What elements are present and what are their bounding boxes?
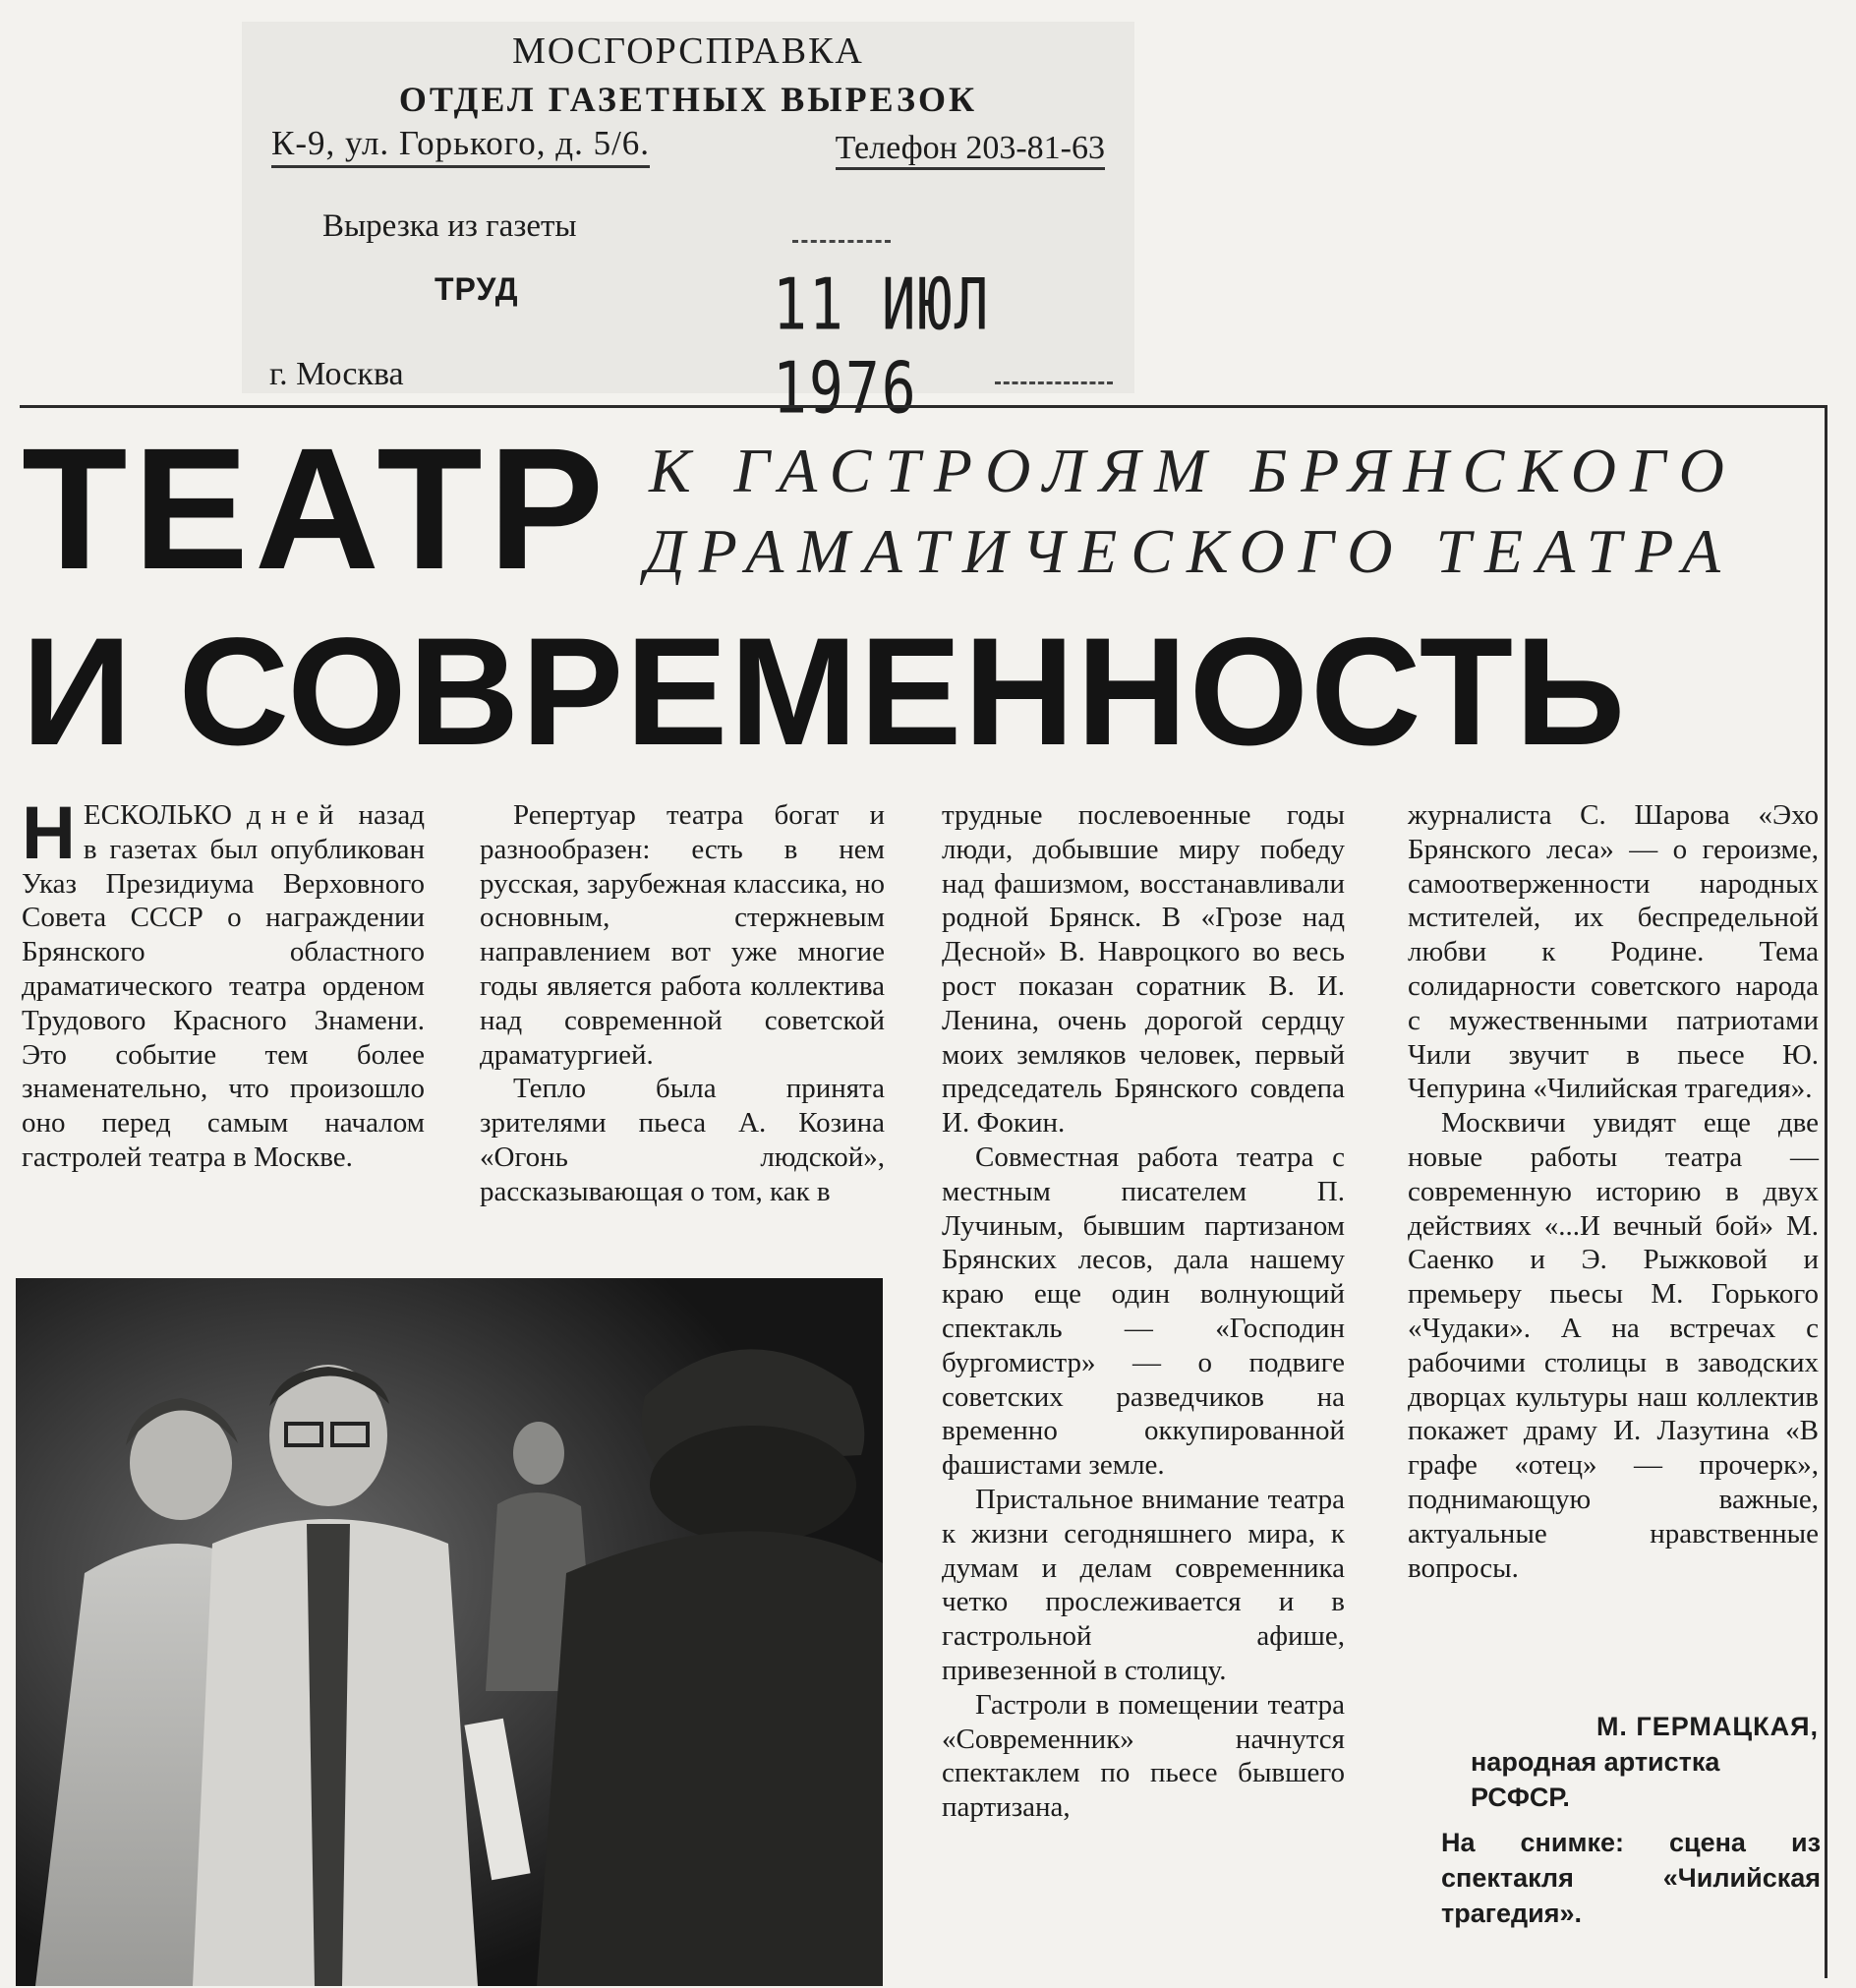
lead-word-spaced: дней: [246, 799, 344, 831]
stamp-date: 11 ИЮЛ 1976: [773, 263, 991, 430]
stamp-newspaper: ТРУД: [435, 271, 519, 307]
stamp-city: г. Москва: [269, 356, 404, 392]
stamp-source-label: Вырезка из газеты: [322, 208, 577, 244]
top-rule: [20, 405, 1827, 408]
paragraph: Репертуар театра богат и разнообразен: есть в нем русская, зарубежная классика, но основным, стержневым направлением вот уже многие годы является работа коллектива над современной советской драматургией.: [480, 799, 885, 1071]
paragraph: [22, 791, 426, 1175]
author-name: М. ГЕРМАЦКАЯ,: [1595, 1712, 1819, 1741]
kicker-line-1: К ГАСТРОЛЯМ БРЯНСКОГО: [649, 436, 1738, 505]
article-column-1: [22, 791, 426, 1175]
paragraph: Тепло была принята зрителями пьеса А. Козина «Огонь людской», рассказывающая о том, как в: [480, 1073, 885, 1207]
kicker-line-2: ДРАМАТИЧЕСКОГО ТЕАТРА: [645, 516, 1734, 586]
clipping-stamp: [242, 22, 1134, 430]
author-title: РСФСР.: [1471, 1783, 1570, 1812]
article-column-2: [480, 798, 885, 1209]
headline-line-2: И СОВРЕМЕННОСТЬ: [22, 607, 1628, 778]
paragraph: Гастроли в помещении театра «Современник» начнутся спектаклем по пьесе бывшего партизана,: [942, 1688, 1345, 1824]
article-column-4: [1408, 798, 1819, 1585]
stage-photo: [16, 1278, 883, 1986]
stamp-phone: Телефон 203-81-63: [836, 130, 1105, 170]
stamp-address: К-9, ул. Горького, д. 5/6.: [271, 124, 650, 168]
author-signature: [1408, 1709, 1819, 1815]
drop-cap: Н: [22, 791, 76, 875]
paragraph-text: назад в газетах был опубликован Указ Президиума Верховного Совета СССР о награждении Брянского областного драматического театра орденом Трудового Красного Знамени. Это событие тем более знаменательно, что произошло оно перед самым началом гастролей театра в Москве.: [22, 799, 426, 1173]
city-dash: [995, 381, 1113, 384]
paragraph: трудные послевоенные годы люди, добывшие миру победу над фашизмом, восстанавливали родной Брянск. В «Грозе над Десной» В. Навроцкого во весь рост показан соратник В. И. Ленина, очень дорогой сердцу моих земляков человек, первый председатель Брянского совдепа И. Фокин.: [942, 799, 1345, 1140]
headline-line-1: ТЕАТР: [22, 413, 610, 606]
paragraph: Пристальное внимание театра к жизни сегодняшнего мира, к думам и делам современника четко прослеживается и в гастрольной афише, привезенной в столицу.: [942, 1483, 1345, 1686]
photo-caption: На снимке: сцена из спектакля «Чилийская трагедия».: [1441, 1828, 1821, 1928]
paragraph: Совместная работа театра с местным писателем П. Лучиным, бывшим партизаном Брянских лесов, дала нашему краю еще один волнующий спектакль — «Господин бургомистр» — о подвиге советских разведчиков на временно оккупированной фашистами земле.: [942, 1140, 1345, 1482]
lead-word: ЕСКОЛЬКО: [83, 799, 232, 831]
article-column-3: [942, 798, 1345, 1825]
stamp-department: ОТДЕЛ ГАЗЕТНЫХ ВЫРЕЗОК: [398, 80, 978, 119]
paragraph: Москвичи увидят еще две новые работы театра — современную историю в двух действиях «...И вечный бой» М. Саенко и Э. Рыжковой и премьеру пьесы М. Горького «Чудаки». А на встречах с рабочими столицы в заводских дворцах культуры наш коллектив покажет драму И. Лазутина «В графе «отец» — прочерк», поднимающую важные, актуальные нравственные вопросы.: [1408, 1107, 1819, 1584]
date-dash: [792, 240, 891, 243]
paragraph: журналиста С. Шарова «Эхо Брянского леса» — о героизме, самоотверженности народных мстителей, их беспредельной любви к Родине. Тема солидарности советского народа с мужественными патриотами Чили звучит в пьесе Ю. Чепурина «Чилийская трагедия».: [1408, 799, 1819, 1105]
author-title: народная артистка: [1471, 1747, 1720, 1777]
right-rule: [1825, 405, 1827, 1978]
stamp-agency: МОСГОРСПРАВКА: [512, 30, 864, 72]
